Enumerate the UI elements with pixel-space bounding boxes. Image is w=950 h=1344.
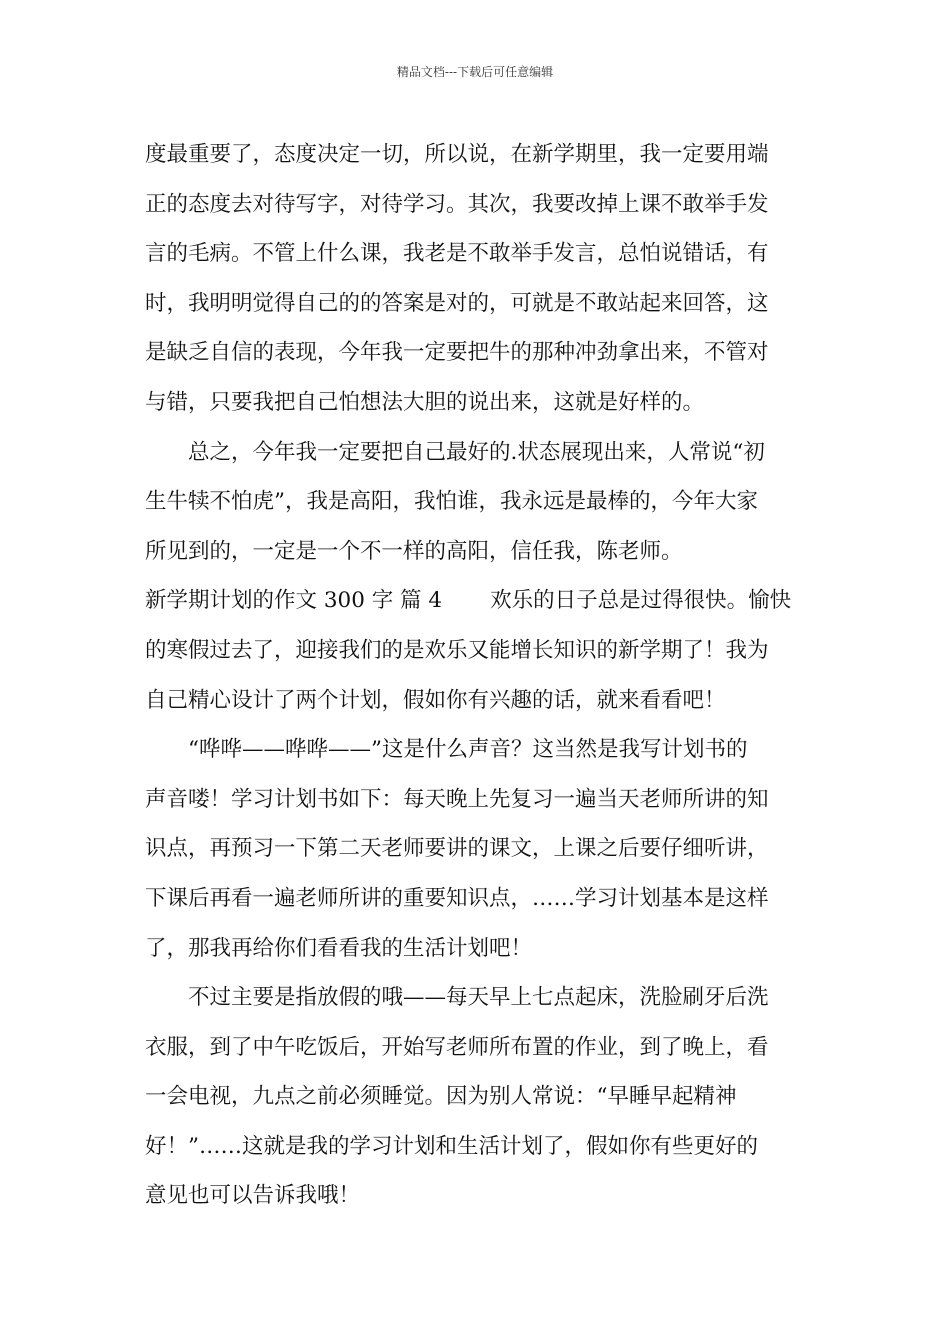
text-line: 识点，再预习一下第二天老师要讲的课文，上课之后要仔细听讲， xyxy=(145,836,769,862)
text-line: 意见也可以告诉我哦！ xyxy=(145,1183,361,1209)
text-line: 自己精心设计了两个计划，假如你有兴趣的话，就来看看吧！ xyxy=(145,687,726,713)
text-line: 所见到的，一定是一个不一样的高阳，信任我，陈老师。 xyxy=(145,538,683,564)
text-line: 是缺乏自信的表现，今年我一定要把牛的那种冲劲拿出来，不管对 xyxy=(145,340,769,366)
section-title: 新学期计划的作文 300 字 篇 4 xyxy=(145,588,443,614)
text-line: 不过主要是指放假的哦——每天早上七点起床，洗脸刷牙后洗 xyxy=(188,985,769,1011)
text-line: 下课后再看一遍老师所讲的重要知识点，……学习计划基本是这样 xyxy=(145,885,769,911)
text-line: 生牛犊不怕虎”，我是高阳，我怕谁，我永远是最棒的，今年大家 xyxy=(145,489,758,515)
text-line: 时，我明明觉得自己的的答案是对的，可就是不敢站起来回答，这 xyxy=(145,290,769,316)
text-line: “哗哗——哗哗——”这是什么声音？这当然是我写计划书的 xyxy=(188,737,748,763)
text-line: 度最重要了，态度决定一切，所以说，在新学期里，我一定要用端 xyxy=(145,142,769,167)
text-line: 言的毛病。不管上什么课，我老是不敢举手发言，总怕说错话，有 xyxy=(145,241,769,267)
text-line: 声音喽！学习计划书如下：每天晚上先复习一遍当天老师所讲的知 xyxy=(145,786,769,812)
document-body xyxy=(145,130,810,1221)
text-line: 了，那我再给你们看看我的生活计划吧！ xyxy=(145,935,533,961)
text-line: 好！”……这就是我的学习计划和生活计划了，假如你有些更好的 xyxy=(145,1133,758,1159)
page-header: 精品文档---下载后可任意编辑 xyxy=(396,65,554,79)
text-line: 总之，今年我一定要把自己最好的.状态展现出来，人常说“初 xyxy=(188,439,765,465)
text-line: 衣服，到了中午吃饭后，开始写老师所布置的作业，到了晚上，看 xyxy=(145,1034,769,1060)
text-line: 的寒假过去了，迎接我们的是欢乐又能增长知识的新学期了！我为 xyxy=(145,637,769,663)
text-line: 与错，只要我把自己怕想法大胆的说出来，这就是好样的。 xyxy=(145,389,705,415)
section-heading-line xyxy=(145,576,810,626)
text-line: 一会电视，九点之前必须睡觉。因为别人常说：“早睡早起精神 xyxy=(145,1084,737,1110)
section-first-sentence: 欢乐的日子总是过得很快。愉快 xyxy=(490,588,792,614)
text-line: 正的态度去对待写字，对待学习。其次，我要改掉上课不敢举手发 xyxy=(145,191,769,217)
